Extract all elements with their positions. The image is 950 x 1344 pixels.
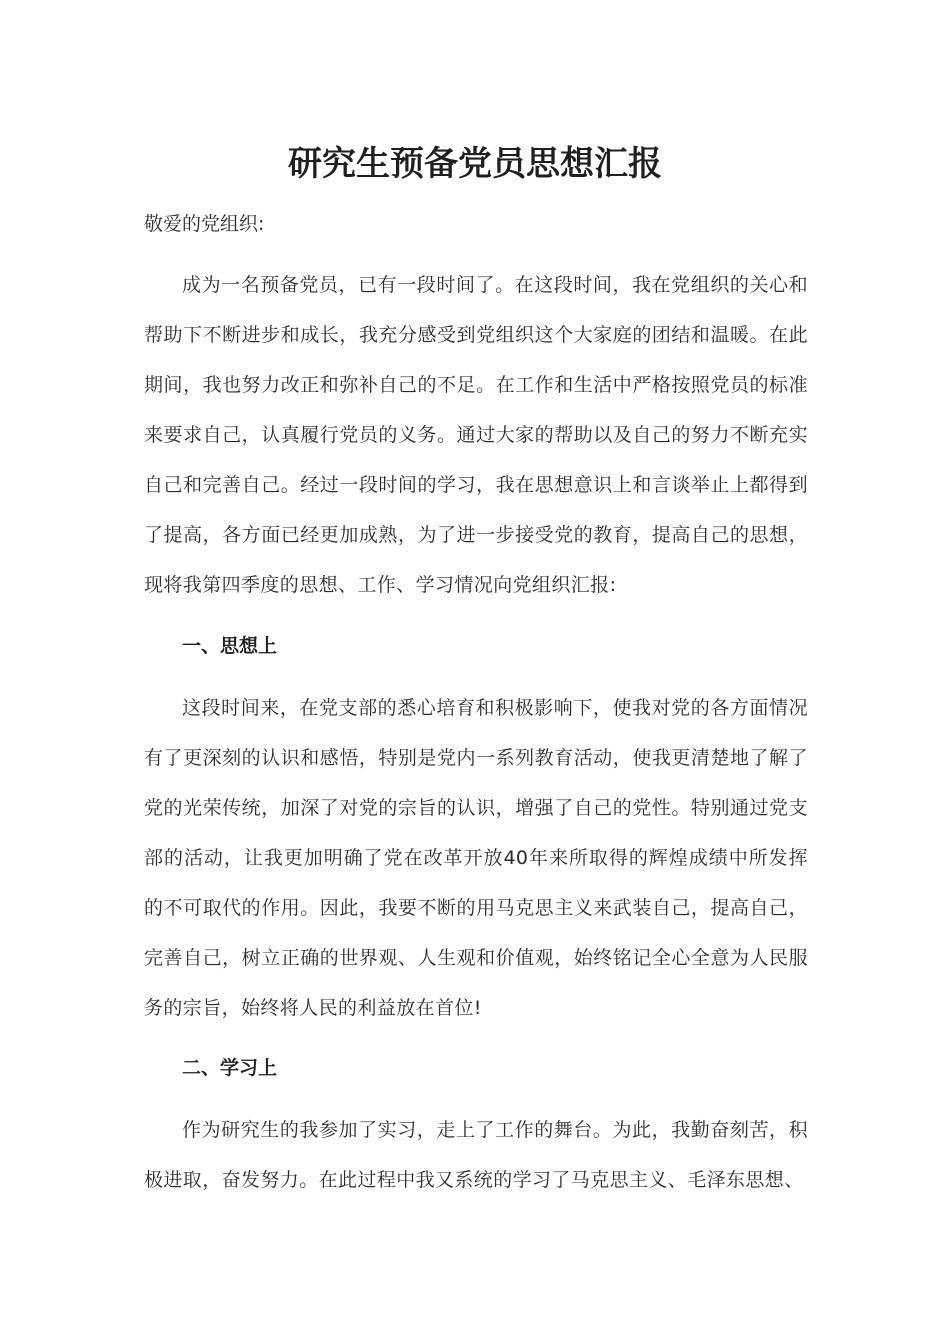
- section-heading-thought: 一、思想上: [182, 635, 278, 657]
- section-heading-study: 二、学习上: [182, 1057, 278, 1079]
- salutation: 敬爱的党组织:: [144, 213, 265, 235]
- intro-paragraph: 成为一名预备党员，已有一段时间了。在这段时间，我在党组织的关心和帮助下不断进步和成长，我充分感受到党组织这个大家庭的团结和温暖。在此期间，我也努力改正和弥补自己的不足。在工作和生活中严格按照党员的标准来要求自己，认真履行党员的义务。通过大家的帮助以及自己的努力不断充实自己和完善自己。经过一段时间的学习，我在思想意识上和言谈举止上都得到了提高，各方面已经更加成熟，为了进一步接受党的教育，提高自己的思想，现将我第四季度的思想、工作、学习情况向党组织汇报:: [144, 274, 808, 596]
- document-title: 研究生预备党员思想汇报: [288, 144, 662, 184]
- section-body-study: 作为研究生的我参加了实习，走上了工作的舞台。为此，我勤奋刻苦，积极进取，奋发努力。在此过程中我又系统的学习了马克思主义、毛泽东思想、: [144, 1119, 808, 1191]
- section-body-thought: 这段时间来，在党支部的悉心培育和积极影响下，使我对党的各方面情况有了更深刻的认识和感悟，特别是党内一系列教育活动，使我更清楚地了解了党的光荣传统，加深了对党的宗旨的认识，增强了自己的党性。特别通过党支部的活动，让我更加明确了党在改革开放40年来所取得的辉煌成绩中所发挥的不可取代的作用。因此，我要不断的用马克思主义来武装自己，提高自己，完善自己，树立正确的世界观、人生观和价值观，始终铭记全心全意为人民服务的宗旨，始终将人民的利益放在首位!: [144, 697, 808, 1019]
